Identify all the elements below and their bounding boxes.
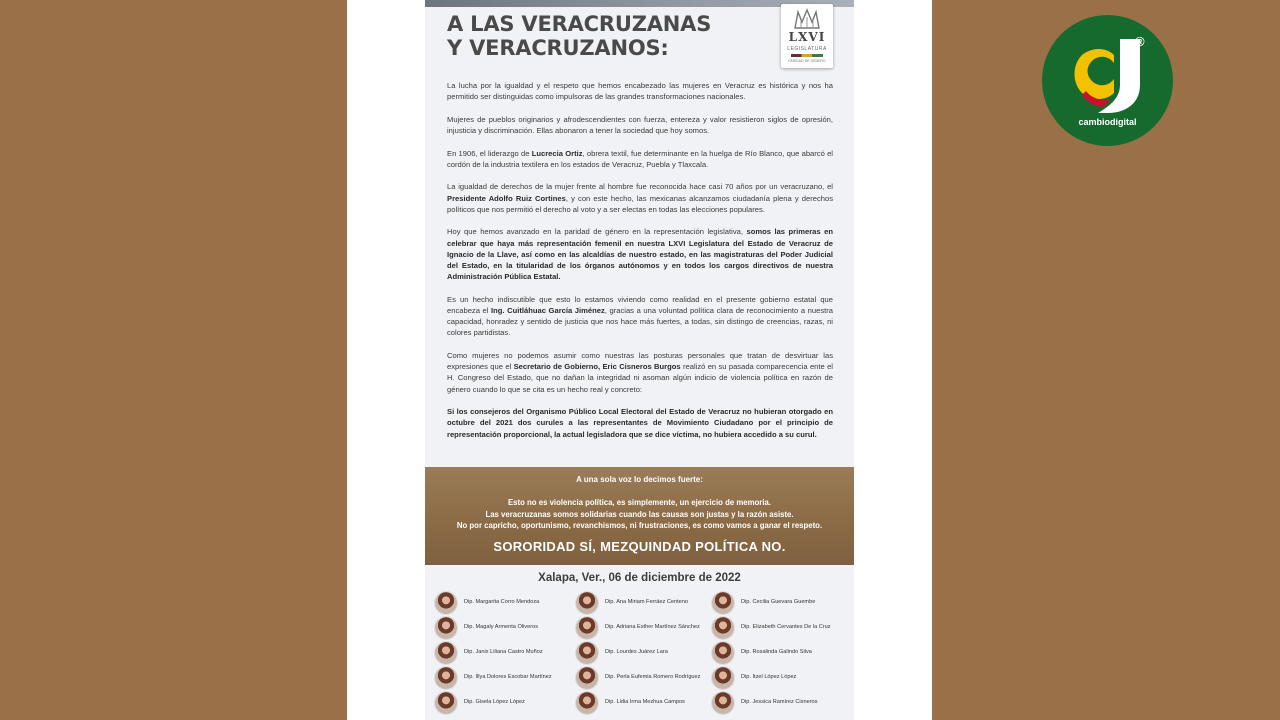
paragraph-text: Mujeres de pueblos originarios y afrodescendientes con fuerza, entereza y valor resistieron siglos de opresión, injusticia y discriminación. Ellas abonaron a tener la sociedad que hoy somos. [447, 114, 833, 135]
newspaper-insert [425, 0, 854, 720]
paragraph-text: En 1906, el liderazgo de [447, 148, 532, 158]
paragraph [447, 114, 833, 136]
bold-text: Presidente Adolfo Ruiz Cortines [447, 193, 566, 203]
band-line-1: Esto no es violencia política, es simplemente, un ejercicio de memoria. [507, 498, 772, 507]
signatory-photo [576, 692, 598, 714]
bold-text: Lucrecia Ortiz [531, 148, 583, 158]
signatory-photo [435, 642, 457, 664]
paragraph-text: La igualdad de derechos de la mujer frente al hombre fue reconocida hace casi 70 años por un veracruzano, el [447, 182, 833, 192]
letter-body [447, 80, 833, 451]
paragraph [447, 226, 833, 282]
signatory-name: Dip. Rosalinda Galindo Silva [741, 649, 812, 655]
paragraph [447, 148, 833, 170]
signatory-name: Dip. Janix Liliana Castro Muñoz [464, 649, 543, 655]
signatory-name: Dip. Lourdes Juárez Lara [605, 649, 668, 655]
signatory-photo [712, 592, 734, 614]
bold-text: Ing. Cuitláhuac García Jiménez [491, 306, 605, 315]
signatory-photo [712, 692, 734, 714]
signatory-photo [576, 592, 598, 614]
paragraph [447, 294, 833, 339]
signatory-name: Dip. Ana Miriam Ferráez Centeno [605, 599, 689, 605]
signatory-photo [435, 692, 457, 714]
paragraph-text: Como mujeres no podemos asumir como nuestras las posturas personales que tratan de desvirtuar las expresiones que el [447, 351, 833, 372]
signatory-name: Dip. Elizabeth Cervantes De la Cruz [741, 624, 831, 630]
logo-sublabel: PARIDAD DE GÉNERO [788, 59, 826, 63]
legislature-logo [781, 4, 833, 68]
heading-line-1: A LAS VERACRUZANAS [447, 12, 712, 36]
signatory-name: Dip. Gisela López López [464, 699, 525, 705]
paragraph-text: , obrera textil, fue determinante en la huelga de Río Blanco, que abarcó el cordón de la industria textilera en los estados de Veracruz, Puebla y Tlaxcala. [447, 148, 833, 169]
signatory-photo [435, 667, 457, 689]
signatory-name: Dip. Adriana Esther Martínez Sánchez [605, 624, 700, 630]
document-heading [447, 12, 747, 60]
bold-text: Secretario de Gobierno, Eric Cisneros Burgos [513, 362, 681, 372]
paragraph-text: , gracias a una voluntad política clara de reconocimiento a nuestra capacidad, honradez y sentido de justicia que nos hace más fuertes, a todas, sin distingo de creencias, razas, ni colores partidistas. [447, 306, 833, 338]
signatory-photo [576, 617, 598, 639]
signatory-name: Dip. Lidia Irma Mezhua Campos [605, 699, 685, 705]
registered-mark: ® [1135, 34, 1145, 49]
band-lines [425, 497, 854, 532]
paragraph-text: realizó en su pasada comparecencia ente el H. Congreso del Estado, que no dañan la integridad ni asoman algún indicio de violencia política en razón de género cuando lo que se cita es un hecho real y concreto: [447, 362, 833, 394]
paragraph [447, 80, 833, 102]
bold-text: Si los consejeros del Organismo Público Local Electoral del Estado de Veracruz no hubieran otorgado en octubre del 2021 dos curules a las representantes de Movimiento Ciudadano por el principio de representación proporcional, la actual legisladora que se dice víctima, no hubiera accedido a su curul. [447, 407, 833, 439]
paragraph-text: Hoy que hemos avanzado en la paridad de género en la representación legislativa, [447, 227, 747, 237]
signatory-name: Dip. Itzel López López [741, 674, 797, 680]
cambiodigital-logo[interactable] [1042, 15, 1173, 146]
paragraph [447, 181, 833, 215]
signatory-name: Dip. Illya Dolores Escobar Martínez [464, 674, 552, 680]
paragraph-text: , y con este hecho, las mexicanas alcanzamos ciudadanía plena y derechos políticos que nos permitió el derecho al voto y a ser electas en todas las elecciones populares. [447, 193, 833, 214]
signatory-photo [576, 642, 598, 664]
congress-emblem-icon [793, 8, 821, 30]
place-date: Xalapa, Ver., 06 de diciembre de 2022 [538, 572, 741, 584]
signatory-photo [712, 642, 734, 664]
brand-name: cambiodigital [1078, 117, 1137, 127]
band-line-3: No por capricho, oportunismo, revanchismos, ni frustraciones, es como vamos a ganar el respeto. [456, 521, 823, 530]
signatory-name: Dip. Margarita Corro Mendoza [464, 599, 540, 605]
signatory-name: Dip. Jessica Ramírez Cisneros [741, 699, 818, 705]
band-lead: A una sola voz lo decimos fuerte: [576, 475, 703, 484]
signatory-name: Dip. Magaly Armenta Oliveros [464, 624, 538, 630]
paragraph-text: La lucha por la igualdad y el respeto que hemos encabezado las mujeres en Veracruz es histórica y nos ha permitido ser distinguidas como impulsoras de las grandes transformaciones nacionales. [447, 81, 833, 102]
band-line-2: Las veracruzanas somos solidarias cuando las causas son justas y la razón asiste. [485, 509, 794, 519]
heading-line-2: Y VERACRUZANOS: [447, 36, 669, 60]
signatory-photo [576, 667, 598, 689]
logo-label: LEGISLATURA [787, 46, 827, 52]
band-slogan: SORORIDAD SÍ, MEZQUINDAD POLÍTICA NO. [493, 539, 786, 554]
paragraph [447, 350, 833, 395]
signatory-photo [712, 667, 734, 689]
signatory-photo [435, 592, 457, 614]
signatory-name: Dip. Perla Eufemia Romero Rodríguez [605, 674, 701, 680]
paragraph [447, 406, 833, 440]
bold-text: somos las primeras en celebrar que haya más representación femenil en nuestra LXVI Legislatura del Estado de Veracruz de Ignacio de la Llave, así como en las alcaldías de nuestro estado, en las magistraturas del Poder Judicial del Estado, en la titularidad de los órganos autónomos y en todos los cargos directivos de nuestra Administración Pública Estatal. [447, 227, 833, 282]
paragraph-text: Es un hecho indiscutible que esto lo estamos viviendo como realidad en el presente gobierno estatal que encabeza el [447, 294, 833, 315]
statement-band [425, 467, 854, 565]
signatory-name: Dip. Cecilia Guevara Guembe [741, 599, 816, 605]
logo-mark: LXVI [788, 30, 826, 44]
logo-stripe [791, 54, 823, 57]
signatory-photo [712, 617, 734, 639]
signatory-photo [435, 617, 457, 639]
